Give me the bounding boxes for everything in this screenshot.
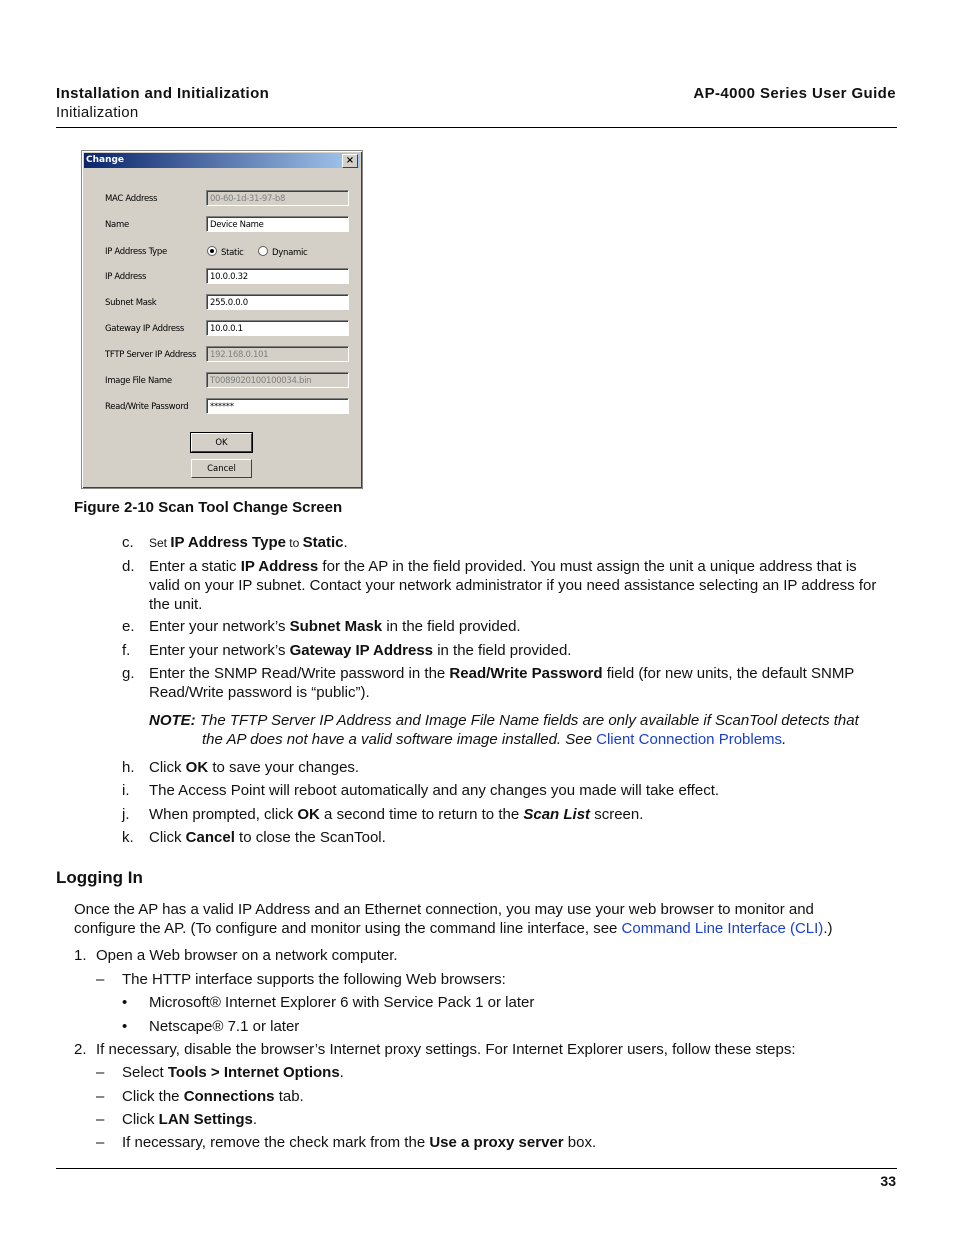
cancel-button[interactable]: Cancel xyxy=(191,459,252,478)
note-block: NOTE: The TFTP Server IP Address and Image File Name fields are only available if ScanTool detects that the AP does not have a valid software image installed. See Client Connection Problems. xyxy=(149,712,859,748)
static-radio[interactable] xyxy=(207,246,244,258)
step-i: The Access Point will reboot automatically and any changes you made will take effect. xyxy=(149,782,720,799)
gateway-ip-label: Gateway IP Address xyxy=(105,324,185,334)
sub-d-marker: – xyxy=(96,1134,105,1151)
step-e: Enter your network’s Subnet Mask in the field provided. xyxy=(149,618,521,635)
radio-selected-icon xyxy=(207,246,217,256)
step-1: Open a Web browser on a network computer. xyxy=(96,947,398,964)
sub-c-marker: – xyxy=(96,1111,105,1128)
subnet-mask-field[interactable]: 255.0.0.0 xyxy=(206,294,349,310)
header-divider xyxy=(56,127,897,128)
step-1-sub-marker: – xyxy=(96,971,105,988)
ok-button[interactable]: OK xyxy=(191,433,252,452)
bullet-ie: Microsoft® Internet Explorer 6 with Service Pack 1 or later xyxy=(149,994,535,1011)
name-label: Name xyxy=(105,220,129,230)
gateway-ip-field[interactable]: 10.0.0.1 xyxy=(206,320,349,336)
password-label: Read/Write Password xyxy=(105,402,189,412)
step-j-marker: j. xyxy=(122,806,130,823)
page-number: 33 xyxy=(880,1173,896,1189)
sub-b-marker: – xyxy=(96,1088,105,1105)
password-field[interactable]: ****** xyxy=(206,398,349,414)
step-h-marker: h. xyxy=(122,759,135,776)
logging-in-intro: Once the AP has a valid IP Address and an Ethernet connection, you may use your web browser to monitor and configure the AP. (To configure and monitor using the command line interface, see Command Line Interface (CLI).) xyxy=(74,901,833,937)
bullet-1-marker: • xyxy=(122,994,128,1011)
step-f-marker: f. xyxy=(122,642,131,659)
radio-unselected-icon xyxy=(258,246,268,256)
step-k-marker: k. xyxy=(122,829,134,846)
note-label: NOTE: xyxy=(149,712,196,729)
tftp-server-label: TFTP Server IP Address xyxy=(105,350,197,360)
figure-caption: Figure 2-10 Scan Tool Change Screen xyxy=(74,499,343,516)
step-c-marker: c. xyxy=(122,534,134,551)
step-f: Enter your network’s Gateway IP Address in the field provided. xyxy=(149,642,572,659)
step-j: When prompted, click OK a second time to return to the Scan List screen. xyxy=(149,806,644,823)
header-section-title: Installation and Initialization xyxy=(56,85,270,102)
name-field[interactable]: Device Name xyxy=(206,216,349,232)
step-1-marker: 1. xyxy=(74,947,87,964)
close-icon[interactable]: × xyxy=(342,154,358,168)
sub-lan: Click LAN Settings. xyxy=(122,1111,258,1128)
bullet-netscape: Netscape® 7.1 or later xyxy=(149,1018,300,1035)
mac-address-field: 00-60-1d-31-97-b8 xyxy=(206,190,349,206)
ip-address-field[interactable]: 10.0.0.32 xyxy=(206,268,349,284)
step-h: Click OK to save your changes. xyxy=(149,759,360,776)
cli-link[interactable]: Command Line Interface (CLI) xyxy=(621,920,824,937)
step-e-marker: e. xyxy=(122,618,135,635)
step-k: Click Cancel to close the ScanTool. xyxy=(149,829,386,846)
static-radio-label: Static xyxy=(221,248,244,258)
step-2-marker: 2. xyxy=(74,1041,87,1058)
sub-proxy: If necessary, remove the check mark from the Use a proxy server box. xyxy=(122,1134,597,1151)
ip-address-type-label: IP Address Type xyxy=(105,247,167,257)
dialog-title: Change xyxy=(86,155,125,165)
client-connection-link[interactable]: Client Connection Problems xyxy=(596,731,783,748)
dynamic-radio[interactable] xyxy=(258,246,307,258)
subnet-mask-label: Subnet Mask xyxy=(105,298,157,308)
step-d: Enter a static IP Address for the AP in the field provided. You must assign the unit a unique address that is valid on your IP subnet. Contact your network administrator if you need assistance selecting an IP address for the unit. xyxy=(149,558,877,613)
tftp-server-field: 192.168.0.101 xyxy=(206,346,349,362)
sub-tools: Select Tools > Internet Options. xyxy=(122,1064,344,1081)
header-subsection: Initialization xyxy=(56,104,139,121)
section-heading-logging-in: Logging In xyxy=(56,868,143,887)
footer-divider xyxy=(56,1168,897,1169)
step-i-marker: i. xyxy=(122,782,130,799)
image-file-field: T0089020100100034.bin xyxy=(206,372,349,388)
dialog-titlebar xyxy=(84,153,360,168)
image-file-label: Image File Name xyxy=(105,376,172,386)
step-g-marker: g. xyxy=(122,665,135,682)
sub-a-marker: – xyxy=(96,1064,105,1081)
bullet-2-marker: • xyxy=(122,1018,128,1035)
step-g: Enter the SNMP Read/Write password in the Read/Write Password field (for new units, the default SNMP Read/Write password is “public”). xyxy=(149,665,855,701)
dynamic-radio-label: Dynamic xyxy=(272,248,308,258)
mac-address-label: MAC Address xyxy=(105,194,158,204)
change-dialog xyxy=(81,150,363,489)
sub-connections: Click the Connections tab. xyxy=(122,1088,304,1105)
step-d-marker: d. xyxy=(122,558,135,575)
step-2: If necessary, disable the browser’s Internet proxy settings. For Internet Explorer users, follow these steps: xyxy=(96,1041,796,1058)
step-c: Set IP Address Type to Static. xyxy=(149,534,348,551)
ip-address-label: IP Address xyxy=(105,272,147,282)
header-guide-title: AP-4000 Series User Guide xyxy=(693,85,896,102)
step-1-sub: The HTTP interface supports the following Web browsers: xyxy=(122,971,506,988)
